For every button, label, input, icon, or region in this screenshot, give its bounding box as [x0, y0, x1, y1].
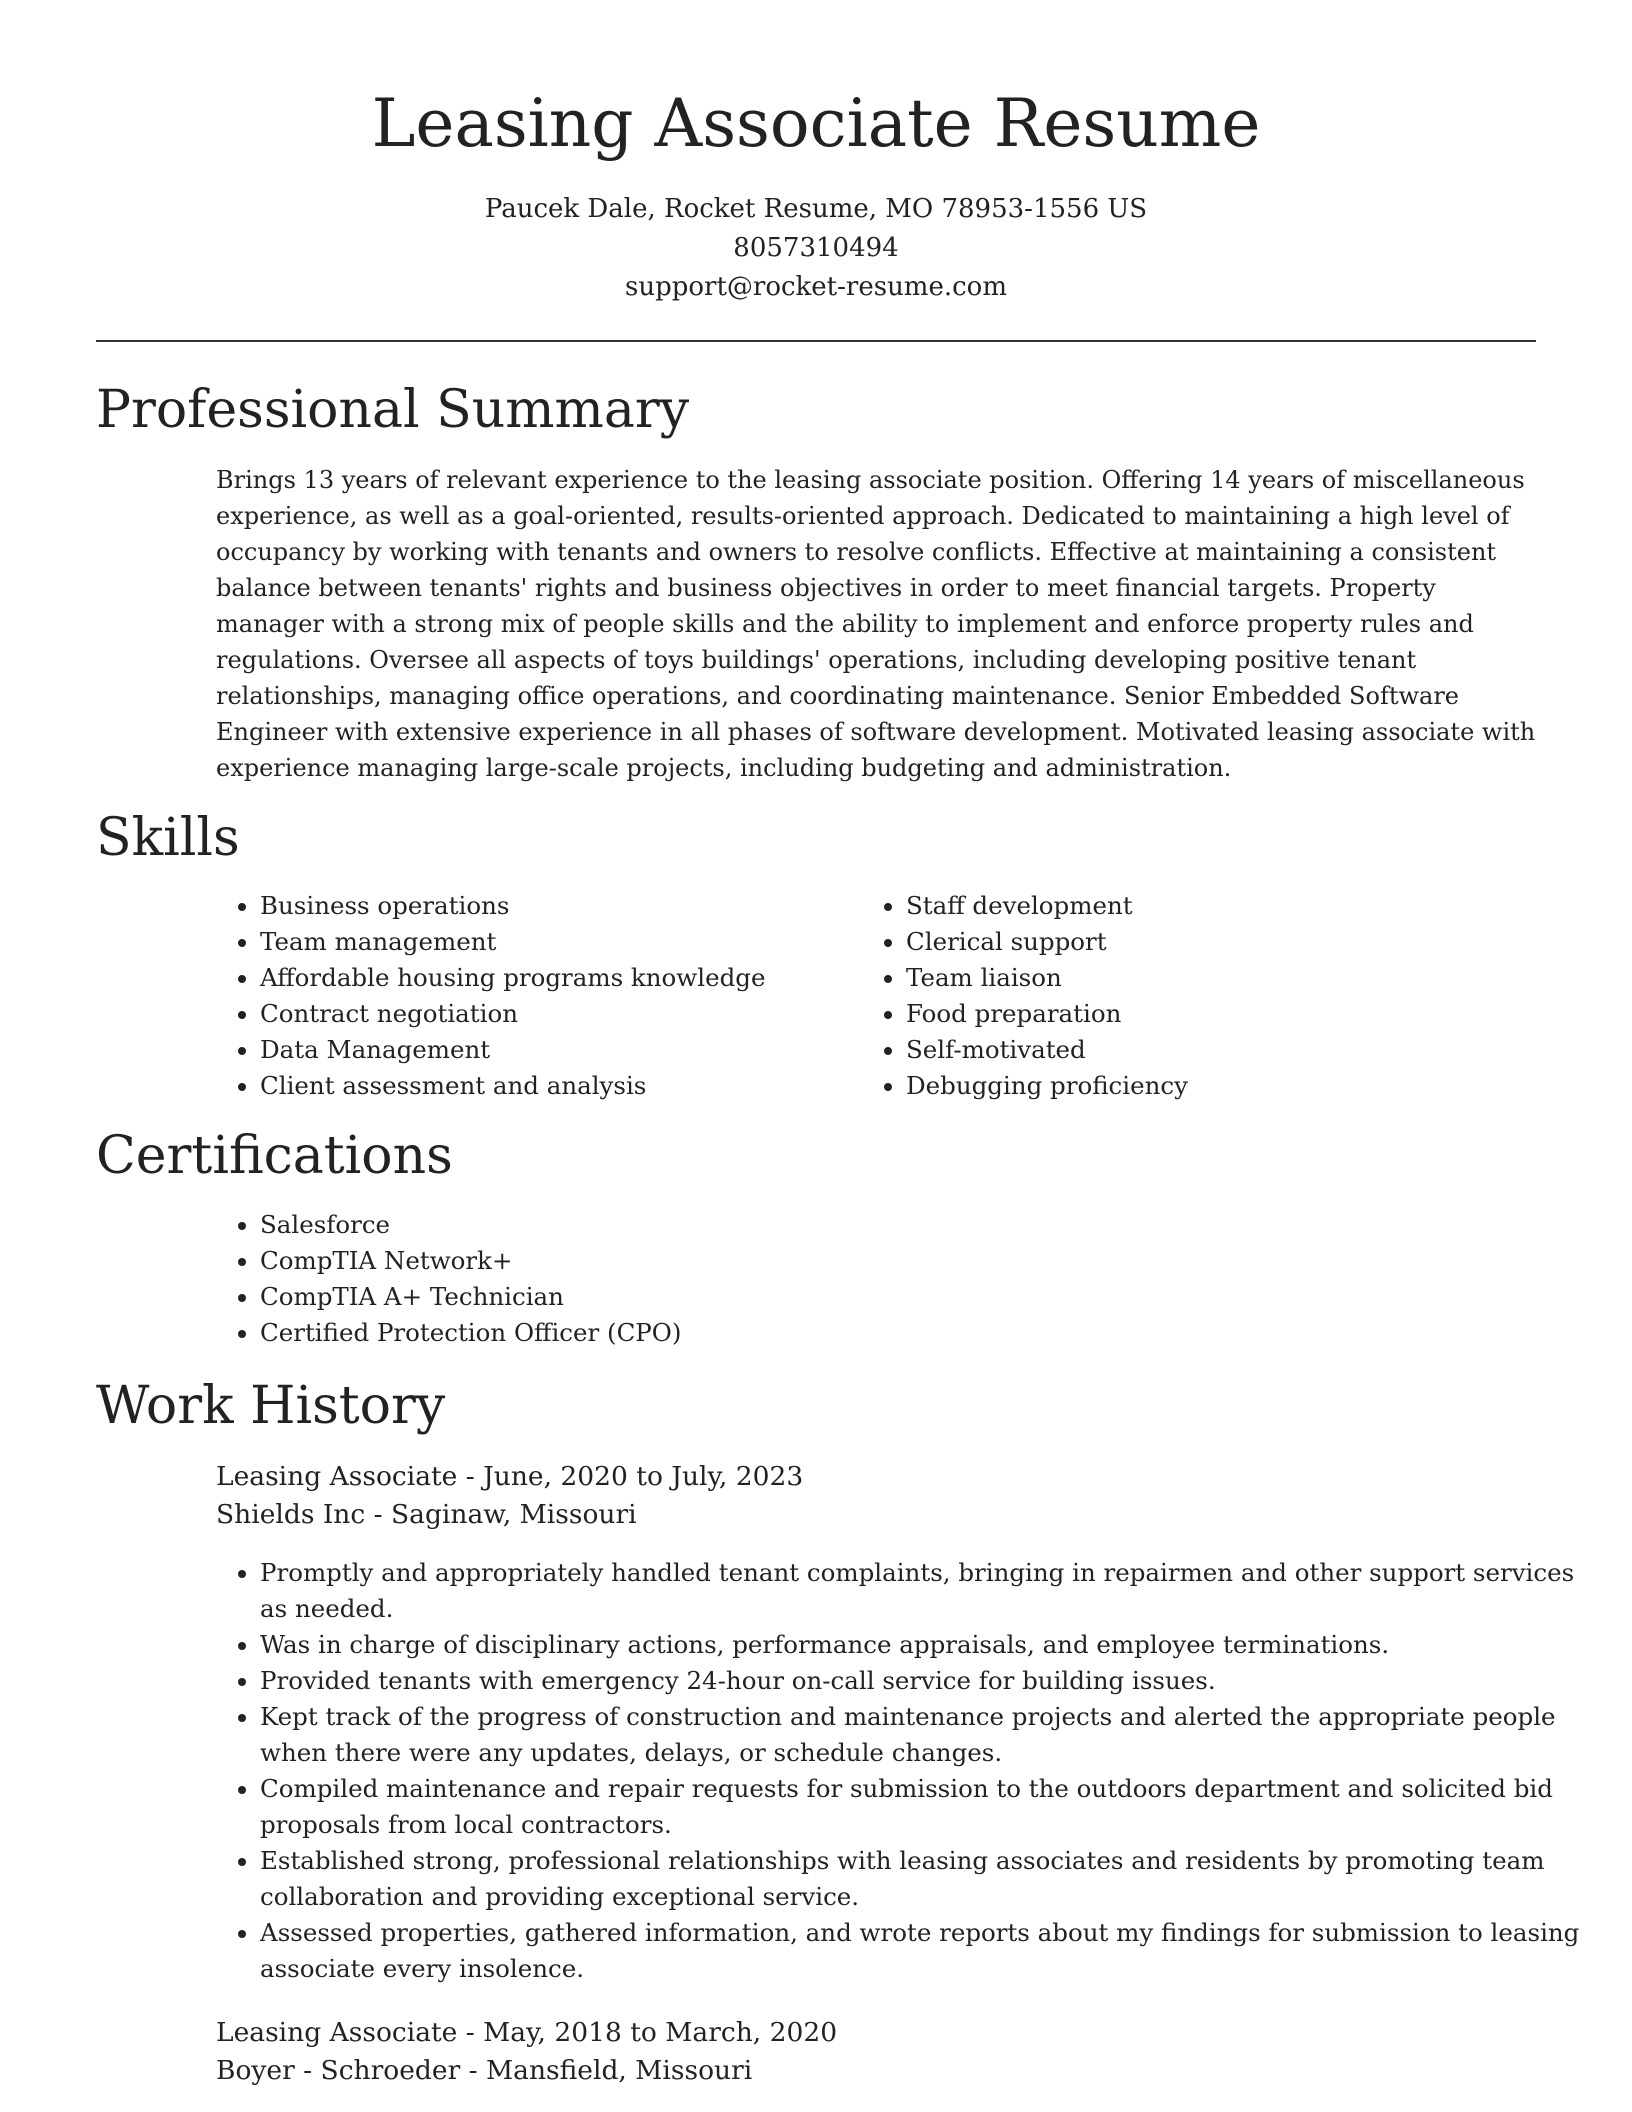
skill-item: • Self-motivated	[906, 1032, 1506, 1068]
header-divider	[96, 340, 1536, 342]
job-bullets	[216, 1555, 1585, 1987]
summary-heading: Professional Summary	[96, 380, 690, 440]
skill-item: • Client assessment and analysis	[260, 1068, 860, 1104]
contact-phone: 8057310494	[733, 233, 899, 263]
certifications-heading: Certifications	[96, 1126, 453, 1186]
job-bullet: • Kept track of the progress of construction and maintenance projects and alerted the appropriate people when there were any updates, delays, or schedule changes.	[260, 1699, 1585, 1771]
skill-item: • Data Management	[260, 1032, 860, 1068]
skill-item: • Affordable housing programs knowledge	[260, 960, 860, 996]
job-bullet: • Compiled maintenance and repair requests for submission to the outdoors department and solicited bid proposals from local contractors.	[260, 1771, 1585, 1843]
skill-item: • Staff development	[906, 888, 1506, 924]
resume-title: Leasing Associate Resume	[371, 85, 1261, 162]
certifications-list	[216, 1207, 1460, 1351]
skill-item: • Business operations	[260, 888, 860, 924]
certification-item: • Salesforce	[260, 1207, 1460, 1243]
certification-item: • CompTIA Network+	[260, 1243, 1460, 1279]
skill-item: • Team liaison	[906, 960, 1506, 996]
skill-item: • Food preparation	[906, 996, 1506, 1032]
job-title: Leasing Associate - May, 2018 to March, 2020	[216, 2017, 838, 2048]
certification-item: • Certified Protection Officer (CPO)	[260, 1315, 1460, 1351]
contact-email: support@rocket-resume.com	[624, 272, 1007, 302]
skill-item: • Clerical support	[906, 924, 1506, 960]
job-company: Shields Inc - Saginaw, Missouri	[216, 1499, 637, 1530]
skills-list-left	[216, 888, 860, 1104]
skill-item: • Team management	[260, 924, 860, 960]
job-company: Boyer - Schroeder - Mansfield, Missouri	[216, 2055, 753, 2086]
skills-heading: Skills	[96, 808, 240, 868]
job-bullet: • Established strong, professional relationships with leasing associates and residents by promoting team collaboration and providing exceptional service.	[260, 1843, 1585, 1915]
contact-info	[0, 190, 1632, 307]
skills-list-right	[862, 888, 1506, 1104]
summary-text: Brings 13 years of relevant experience to the leasing associate position. Offering 14 years of miscellaneous experience, as well as a goal-oriented, results-oriented approach. Dedicated to maintaining a high level of occupancy by working with tenants and owners to resolve conflicts. Effective at maintaining a consistent balance between tenants' rights and business objectives in order to meet financial targets. Property manager with a strong mix of people skills and the ability to implement and enforce property rules and regulations. Oversee all aspects of toys buildings' operations, including developing positive tenant relationships, managing office operations, and coordinating maintenance. Senior Embedded Software Engineer with extensive experience in all phases of software development. Motivated leasing associate with experience managing large-scale projects, including budgeting and administration.	[216, 466, 1536, 782]
certification-item: • CompTIA A+ Technician	[260, 1279, 1460, 1315]
job-bullet: • Was in charge of disciplinary actions, performance appraisals, and employee terminations.	[260, 1627, 1585, 1663]
contact-address: Paucek Dale, Rocket Resume, MO 78953-1556 US	[484, 194, 1148, 224]
skill-item: • Debugging proficiency	[906, 1068, 1506, 1104]
job-bullet: • Promptly and appropriately handled tenant complaints, bringing in repairmen and other support services as needed.	[260, 1555, 1585, 1627]
skill-item: • Contract negotiation	[260, 996, 860, 1032]
job-bullet: • Provided tenants with emergency 24-hour on-call service for building issues.	[260, 1663, 1585, 1699]
job-bullet: • Assessed properties, gathered information, and wrote reports about my findings for submission to leasing associate every insolence.	[260, 1915, 1585, 1987]
work-history-heading: Work History	[96, 1376, 446, 1436]
job-title: Leasing Associate - June, 2020 to July, 2023	[216, 1461, 804, 1492]
